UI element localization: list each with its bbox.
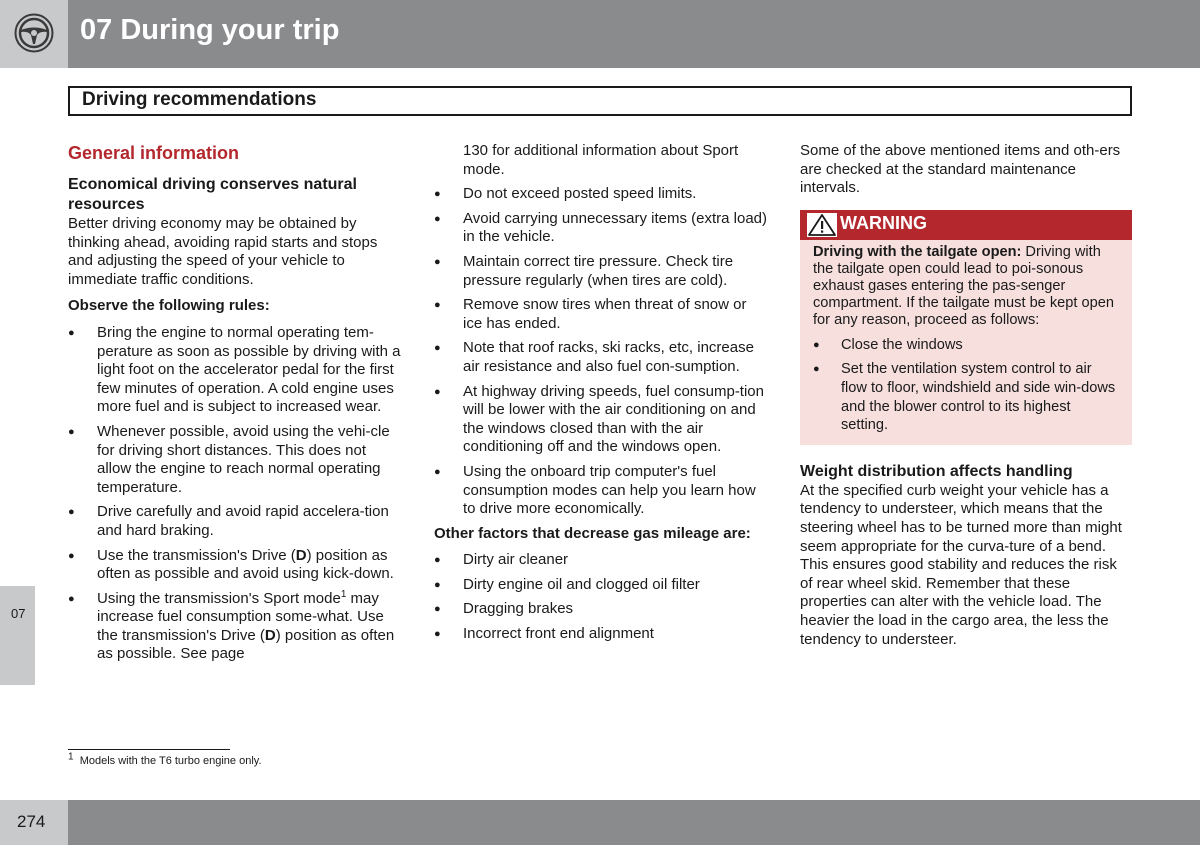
list-item: ● Drive carefully and avoid rapid accelera-tion and hard braking. bbox=[68, 503, 401, 540]
page-number-box bbox=[0, 800, 68, 845]
section-title-box bbox=[68, 86, 1132, 116]
chapter-icon-box bbox=[0, 0, 68, 68]
chapter-side-tab bbox=[0, 586, 35, 685]
text: may increase fuel consumption some-what. Use the transmission's Drive ( bbox=[97, 589, 384, 644]
list-item: ● Note that roof racks, ski racks, etc, increase air resistance and also fuel con-sumption. bbox=[434, 339, 768, 376]
other-factors-heading: Other factors that decrease gas mileage are: bbox=[434, 524, 751, 542]
chapter-title: 07 During your trip bbox=[80, 14, 340, 46]
list-item: ● Do not exceed posted speed limits. bbox=[434, 185, 768, 204]
maintenance-note: Some of the above mentioned items and oth-ers are checked at the standard maintenance intervals. bbox=[800, 142, 1121, 197]
list-item-drive-position bbox=[68, 547, 401, 584]
list-item-sport-mode bbox=[68, 590, 401, 664]
list-item: ● Dirty engine oil and clogged oil filter bbox=[434, 576, 768, 595]
drive-letter: D bbox=[295, 546, 307, 564]
list-item: ● Whenever possible, avoid using the vehi-cle for driving short distances. This does not allow the engine to reach normal operating temperature. bbox=[68, 423, 401, 497]
list-item: ● Remove snow tires when threat of snow or ice has ended. bbox=[434, 296, 768, 333]
drive-letter: D bbox=[264, 626, 276, 644]
list-item: ● Using the onboard trip computer's fuel consumption modes can help you learn how to drive more economically. bbox=[434, 463, 768, 519]
warning-triangle-icon bbox=[807, 213, 837, 237]
text: Use the transmission's Drive ( bbox=[97, 546, 296, 564]
rules-heading: Observe the following rules: bbox=[68, 297, 270, 315]
weight-distribution-heading: Weight distribution affects handling bbox=[800, 462, 1073, 480]
warning-header bbox=[800, 210, 1132, 240]
list-item: ● At highway driving speeds, fuel consump-tion will be lower with the air conditioning on and the windows closed than with the air conditioning off and the windows open. bbox=[434, 383, 768, 457]
list-item: ● Dragging brakes bbox=[434, 600, 768, 619]
warning-lead: Driving with the tailgate open: bbox=[813, 243, 1022, 260]
list-item: ● Dirty air cleaner bbox=[434, 551, 768, 570]
footnote-rule bbox=[68, 749, 230, 750]
list-item: ● Bring the engine to normal operating tem-perature as soon as possible by driving with a light foot on the accelerator pedal for the first few minutes of operation. A cold engine uses more fuel and is subject to increased wear. bbox=[68, 324, 401, 417]
column-3 bbox=[800, 142, 1132, 649]
weight-distribution-text: At the specified curb weight your vehicle has a tendency to understeer, which means that the steering wheel has to be turned more than might seem appropriate for the curva-ture of a bend. This ensures good stability and reduces the risk of rear wheel skid. Remember that these properties can alter with the vehicle load. The heavier the load in the cargo area, the less the tendency to understeer. bbox=[800, 481, 1122, 648]
list-item: ● Avoid carrying unnecessary items (extra load) in the vehicle. bbox=[434, 210, 768, 247]
general-information-heading: General information bbox=[68, 143, 240, 163]
footnote-ref: 1 bbox=[340, 588, 347, 600]
page-number: 274 bbox=[17, 812, 46, 831]
warning-box bbox=[800, 210, 1132, 445]
list-item: ● Set the ventilation system control to air flow to floor, windshield and side win-dows and the blower control to its highest setting. bbox=[813, 360, 1120, 434]
text: Using the transmission's Sport mode bbox=[97, 589, 341, 607]
footnote-marker: 1 bbox=[68, 751, 74, 763]
warning-list bbox=[813, 336, 1120, 435]
list-item: ● Incorrect front end alignment bbox=[434, 625, 768, 644]
chapter-header bbox=[0, 0, 1200, 68]
list-item: ● Maintain correct tire pressure. Check tire pressure regularly (when tires are cold). bbox=[434, 253, 768, 290]
warning-body bbox=[800, 240, 1132, 445]
economical-driving-intro: Better driving economy may be obtained by thinking ahead, avoiding rapid starts and stops and adjusting the speed of your vehicle to immediate traffic conditions. bbox=[68, 215, 378, 288]
page-footer bbox=[0, 800, 1200, 845]
footnote bbox=[68, 751, 262, 767]
column-1 bbox=[68, 142, 401, 670]
steering-wheel-icon bbox=[14, 13, 54, 53]
side-tab-label: 07 bbox=[11, 606, 26, 621]
footnote-text: Models with the T6 turbo engine only. bbox=[79, 755, 262, 767]
section-title: Driving recommendations bbox=[82, 89, 317, 110]
text: ) position as often as possible. See page bbox=[97, 626, 395, 663]
sport-mode-continuation: 130 for additional information about Sport mode. bbox=[463, 142, 739, 178]
warning-title: WARNING bbox=[840, 212, 927, 233]
list-item: ● Close the windows bbox=[813, 336, 1120, 355]
text: ) position as often as possible and avoid using kick-down. bbox=[97, 546, 394, 583]
other-factors-list bbox=[434, 551, 768, 643]
warning-text bbox=[813, 244, 1120, 329]
text: Driving with the tailgate open could lead to poi-sonous exhaust gases entering the pas-senger compartment. If the tailgate must be kept open for any reason, proceed as follows: bbox=[813, 243, 1114, 328]
rules-list-continued bbox=[434, 185, 768, 519]
rules-list bbox=[68, 324, 401, 664]
column-2 bbox=[434, 142, 768, 650]
economical-driving-heading: Economical driving conserves natural resources bbox=[68, 176, 357, 213]
